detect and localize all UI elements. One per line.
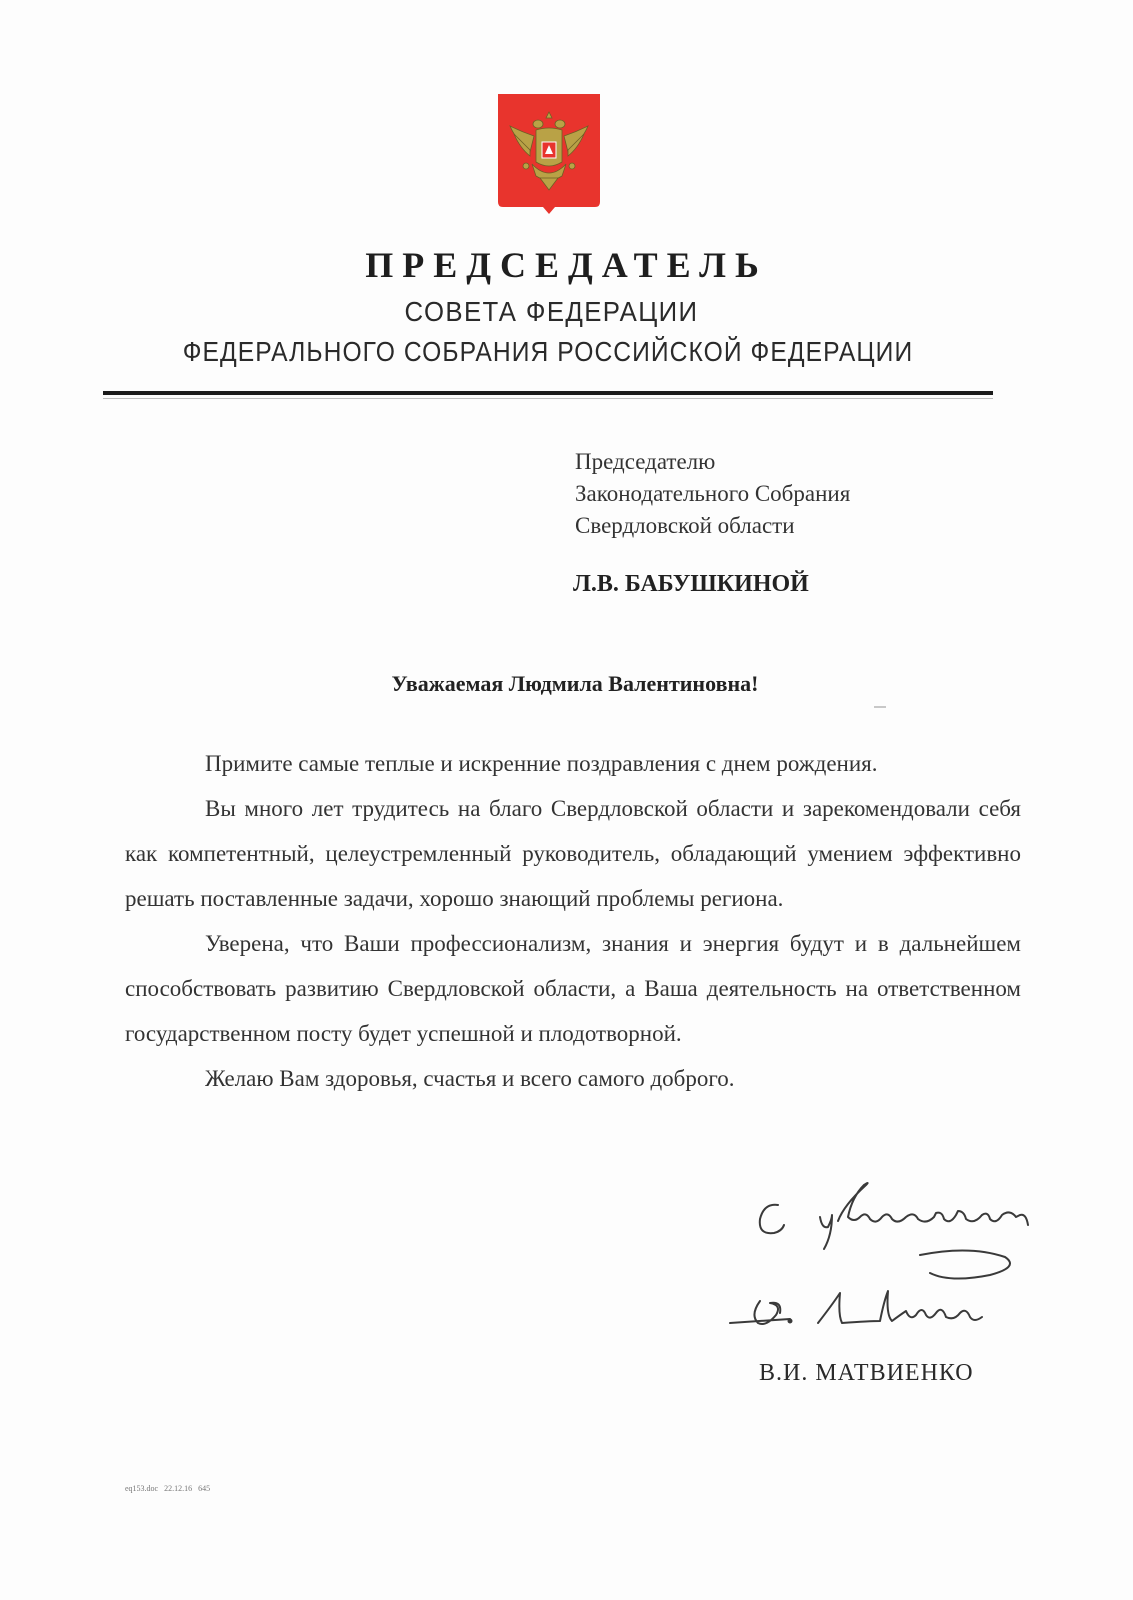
signer-name: В.И. МАТВИЕНКО — [759, 1360, 974, 1386]
signature-surname — [818, 1291, 982, 1323]
signature-dot — [789, 1320, 792, 1323]
footer-date: 22.12.16 — [164, 1484, 193, 1493]
handwritten-closing-word — [820, 1183, 1028, 1249]
signature-initial-v — [730, 1301, 790, 1324]
document-footer — [125, 1484, 210, 1493]
footer-file: eq153.doc — [125, 1484, 159, 1493]
signature-flourish — [920, 1250, 1010, 1278]
body-paragraph: Желаю Вам здоровья, счастья и всего самого доброго. — [205, 1066, 735, 1091]
letterhead-subtitle-line2: ФЕДЕРАЛЬНОГО СОБРАНИЯ РОССИЙСКОЙ ФЕДЕРАЦИИ — [182, 336, 914, 367]
letter-body — [125, 741, 1021, 1101]
scan-speck — [874, 706, 886, 708]
letterhead-divider-thin — [103, 398, 993, 399]
salutation: Уважаемая Людмила Валентиновна! — [391, 671, 759, 696]
addressee-line: Свердловской области — [575, 513, 795, 538]
footer-code: 645 — [198, 1484, 211, 1493]
letterhead-subtitle-line1: СОВЕТА ФЕДЕРАЦИИ — [404, 296, 699, 327]
addressee-name: Л.В. БАБУШКИНОЙ — [573, 571, 809, 597]
addressee-line: Законодательного Собрания — [575, 481, 851, 506]
coat-of-arms-emblem — [496, 92, 602, 214]
handwritten-closing-c — [760, 1205, 784, 1233]
body-paragraph: Вы много лет трудитесь на благо Свердловской области и зарекомендовали себя как компетентный, целеустремленный руководитель, обладающий умением эффективно решать поставленные задачи, хорошо знающий проблемы региона. — [125, 796, 1021, 911]
letterhead-divider-thick — [103, 391, 993, 395]
addressee-line: Председателю — [575, 449, 716, 474]
body-paragraph: Примите самые теплые и искренние поздравления с днем рождения. — [205, 751, 878, 776]
letterhead-title: ПРЕДСЕДАТЕЛЬ — [365, 245, 768, 285]
handwritten-signature — [720, 1175, 1050, 1355]
body-paragraph: Уверена, что Ваши профессионализм, знания и энергия будут и в дальнейшем способствовать развитию Свердловской области, а Ваша деятельность на ответственном государственном посту будет успешной и плодотворной. — [125, 931, 1021, 1046]
addressee-block — [575, 446, 850, 542]
